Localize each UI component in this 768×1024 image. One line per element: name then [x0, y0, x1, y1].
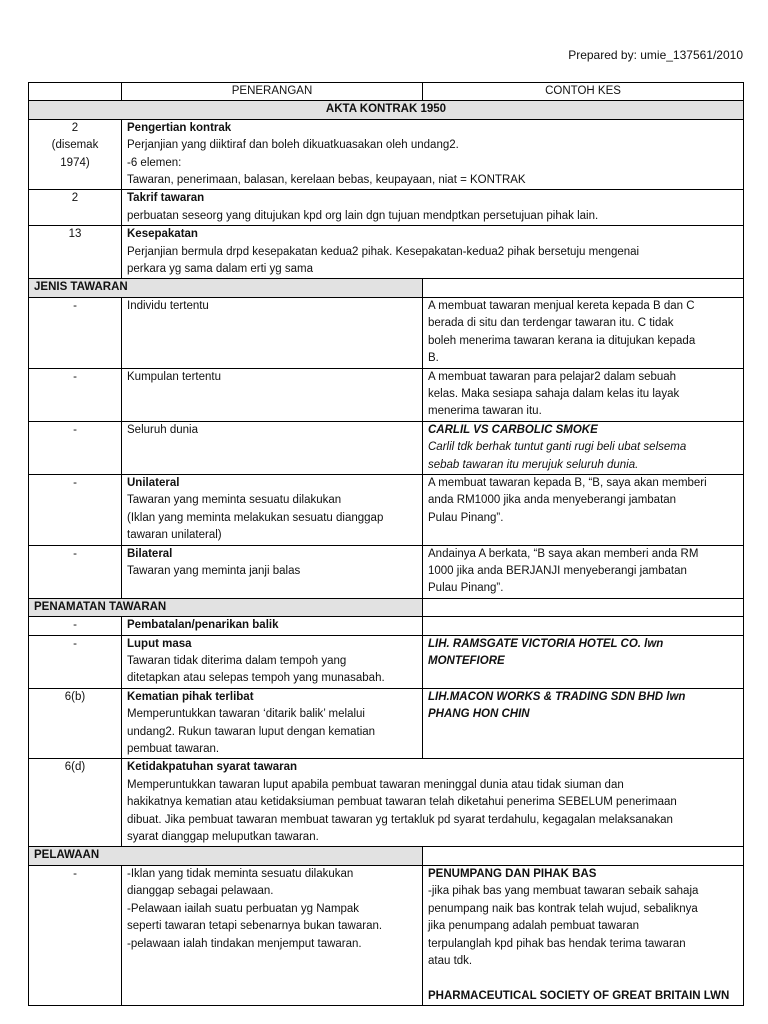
row-description: -Iklan yang tidak meminta sesuatu dilakukan dianggap sebagai pelawaan. -Pelawaan iailah suatu perbuatan yg Nampak seperti tawaran tetapi sebenarnya bukan tawaran. -pelawaan ialah tindakan menjemput tawaran.: [122, 865, 423, 1005]
row-description: Takrif tawaran perbuatan seseorg yang ditujukan kpd org lain dgn tujuan mendptkan persetujuan pihak lain.: [122, 190, 744, 226]
section-number: 6(b): [29, 688, 122, 759]
table-row-individu: [29, 297, 744, 368]
case-title: LIH.MACON WORKS & TRADING SDN BHD lwn: [428, 690, 686, 703]
row-title: Kesepakatan: [127, 228, 198, 241]
header-contoh-kes: CONTOH KES: [423, 83, 744, 101]
case-title: PHARMACEUTICAL SOCIETY OF GREAT BRITAIN LWN: [428, 989, 730, 1002]
row-marker: -: [29, 617, 122, 635]
row-title: Ketidakpatuhan syarat tawaran: [127, 761, 298, 774]
row-title: Takrif tawaran: [127, 192, 205, 205]
section-heading-row: [29, 847, 744, 865]
table-row-pelawaan: [29, 865, 744, 1005]
row-title: Kematian pihak terlibat: [127, 690, 254, 703]
row-description: Ketidakpatuhan syarat tawaran Memperuntukkan tawaran luput apabila pembuat tawaran meninggal dunia atau tidak siuman dan hakikatnya kematian atau ketidaksiuman pembuat tawaran telah diketahui penerima SEBELUM penerimaan dibuat. Jika pembuat tawaran membuat tawaran yg tertakluk pd syarat terdahulu, kegagalan melaksanakan syarat dianggap meluputkan tawaran.: [122, 759, 744, 847]
row-marker: -: [29, 635, 122, 688]
row-description: Luput masa Tawaran tidak diterima dalam tempoh yang ditetapkan atau selepas tempoh yang munasabah.: [122, 635, 423, 688]
row-title: Bilateral: [127, 547, 173, 560]
notes-table-container: [28, 82, 743, 1006]
row-marker: -: [29, 545, 122, 598]
header-penerangan: PENERANGAN: [122, 83, 423, 101]
empty-cell: [423, 598, 744, 616]
case-title: LIH. RAMSGATE VICTORIA HOTEL CO. lwn: [428, 637, 664, 650]
table-row-pembatalan: [29, 617, 744, 635]
row-description: Kematian pihak terlibat Memperuntukkan tawaran ‘ditarik balik’ melalui undang2. Rukun tawaran luput dengan kematian pembuat tawaran.: [122, 688, 423, 759]
empty-cell: [423, 847, 744, 865]
table-row-unilateral: [29, 474, 744, 545]
empty-cell: [423, 279, 744, 297]
row-marker: -: [29, 474, 122, 545]
akta-row: [29, 101, 744, 119]
row-title: Unilateral: [127, 476, 180, 489]
row-example: A membuat tawaran kepada B, “B, saya akan memberi anda RM1000 jika anda menyeberangi jambatan Pulau Pinang”.: [423, 474, 744, 545]
prepared-by: Prepared by: umie_137561/2010: [568, 48, 743, 62]
empty-cell: [423, 617, 744, 635]
row-example: A membuat tawaran para pelajar2 dalam sebuah kelas. Maka sesiapa sahaja dalam kelas itu layak menerima tawaran itu.: [423, 368, 744, 421]
section-heading-row: [29, 279, 744, 297]
section-heading-jenis-tawaran: JENIS TAWARAN: [29, 279, 423, 297]
section-number: 13: [29, 226, 122, 279]
table-row-kumpulan: [29, 368, 744, 421]
section-number: 6(d): [29, 759, 122, 847]
table-row-kematian: [29, 688, 744, 759]
section-heading-penamatan: PENAMATAN TAWARAN: [29, 598, 423, 616]
row-example: PENUMPANG DAN PIHAK BAS -jika pihak bas yang membuat tawaran sebaik sahaja penumpang naik bas kontrak telah wujud, sebaliknya jika penumpang adalah pembuat tawaran terpulanglah kpd pihak bas hendak terima tawaran atau tdk. PHARMACEUTICAL SOCIETY OF GREAT BRITAIN LWN: [423, 865, 744, 1005]
row-description: Bilateral Tawaran yang meminta janji balas: [122, 545, 423, 598]
row-marker: -: [29, 865, 122, 1005]
notes-table: [28, 82, 744, 1006]
row-description: Individu tertentu: [122, 297, 423, 368]
row-description: Kesepakatan Perjanjian bermula drpd kesepakatan kedua2 pihak. Kesepakatan-kedua2 pihak bersetuju mengenai perkara yg sama dalam erti yg sama: [122, 226, 744, 279]
case-title: PENUMPANG DAN PIHAK BAS: [428, 867, 597, 880]
section-heading-row: [29, 598, 744, 616]
table-row-bilateral: [29, 545, 744, 598]
row-marker: -: [29, 297, 122, 368]
section-heading-pelawaan: PELAWAAN: [29, 847, 423, 865]
table-row-seluruh-dunia: [29, 421, 744, 474]
row-title: Pengertian kontrak: [127, 121, 232, 134]
case-title: CARLIL VS CARBOLIC SMOKE: [428, 423, 598, 436]
section-number: 2: [29, 190, 122, 226]
row-title: Luput masa: [127, 637, 192, 650]
row-marker: -: [29, 368, 122, 421]
row-description: Pengertian kontrak Perjanjian yang diiktiraf dan boleh dikuatkuasakan oleh undang2. -6 elemen: Tawaran, penerimaan, balasan, kerelaan bebas, keupayaan, niat = KONTRAK: [122, 119, 744, 190]
table-row-kesepakatan: [29, 226, 744, 279]
row-marker: -: [29, 421, 122, 474]
table-row-syarat: [29, 759, 744, 847]
table-header-row: [29, 83, 744, 101]
header-no: [29, 83, 122, 101]
row-description: Kumpulan tertentu: [122, 368, 423, 421]
row-example: Andainya A berkata, “B saya akan memberi anda RM 1000 jika anda BERJANJI menyeberangi jambatan Pulau Pinang”.: [423, 545, 744, 598]
row-example: A membuat tawaran menjual kereta kepada B dan C berada di situ dan terdengar tawaran itu. C tidak boleh menerima tawaran kerana ia ditujukan kepada B.: [423, 297, 744, 368]
row-example: CARLIL VS CARBOLIC SMOKE Carlil tdk berhak tuntut ganti rugi beli ubat selsema sebab tawaran itu merujuk seluruh dunia.: [423, 421, 744, 474]
table-row-luput-masa: [29, 635, 744, 688]
table-row-takrif: [29, 190, 744, 226]
row-example: LIH.MACON WORKS & TRADING SDN BHD lwn PHANG HON CHIN: [423, 688, 744, 759]
row-title: Pembatalan/penarikan balik: [122, 617, 423, 635]
akta-title: AKTA KONTRAK 1950: [29, 101, 744, 119]
row-description: Seluruh dunia: [122, 421, 423, 474]
table-row-pengertian: [29, 119, 744, 190]
row-example: LIH. RAMSGATE VICTORIA HOTEL CO. lwn MONTEFIORE: [423, 635, 744, 688]
row-description: Unilateral Tawaran yang meminta sesuatu dilakukan (Iklan yang meminta melakukan sesuatu dianggap tawaran unilateral): [122, 474, 423, 545]
section-number: 2 (disemak 1974): [29, 119, 122, 190]
